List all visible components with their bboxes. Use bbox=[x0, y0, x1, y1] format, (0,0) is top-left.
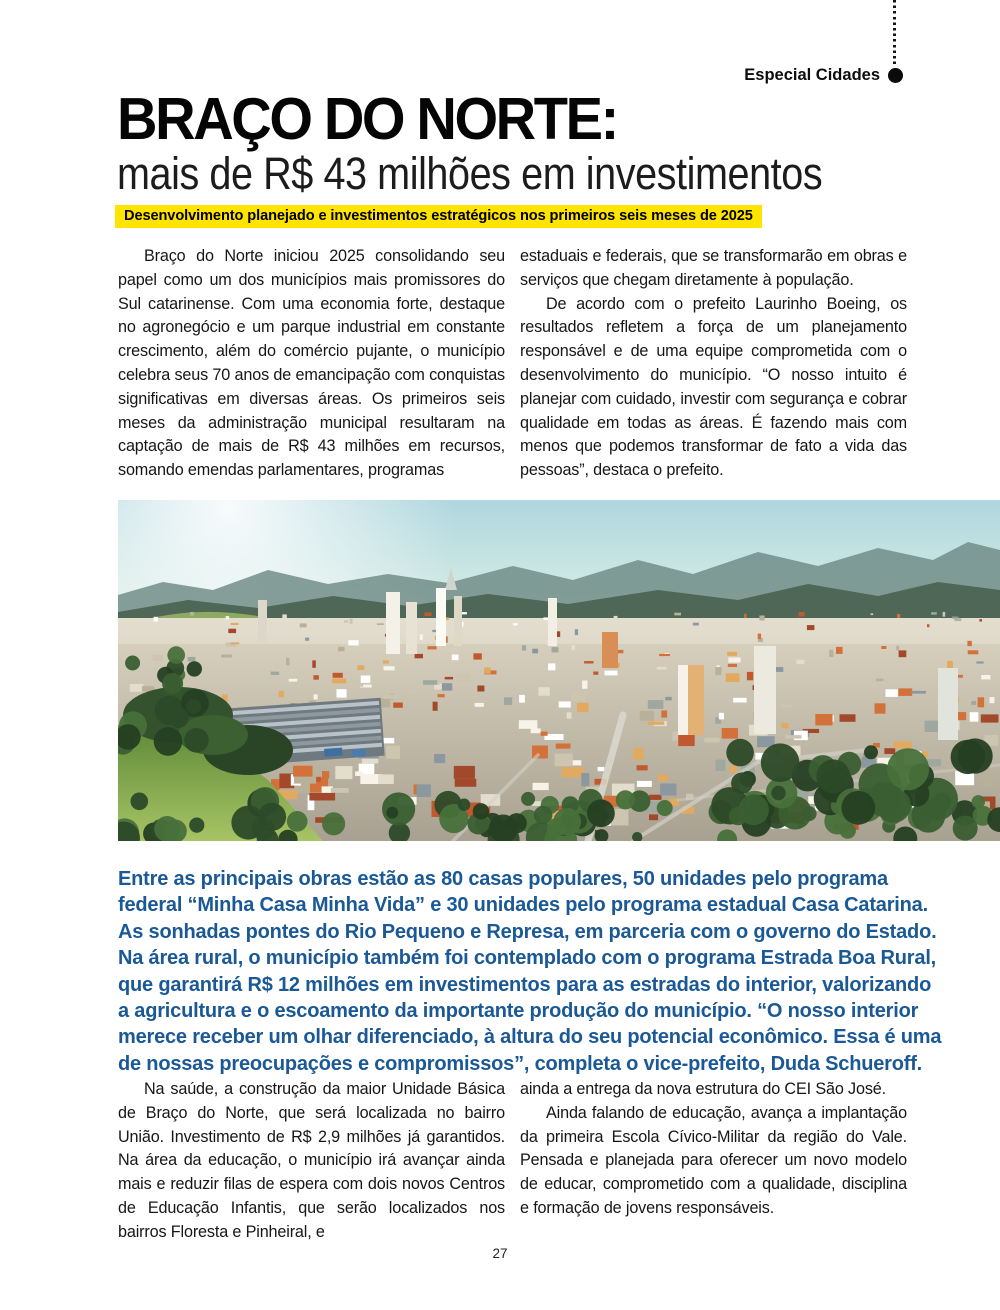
highlight-text: Desenvolvimento planejado e investimentos estratégicos nos primeiros seis meses de 2025 bbox=[124, 208, 753, 224]
highlight-paragraph: Entre as principais obras estão as 80 casas populares, 50 unidades pelo programa federal “Minha Casa Minha Vida” e 30 unidades pelo programa estadual Casa Catarina. As sonhadas pontes do Rio Pequeno e Represa, em parceria com o governo do Estado. Na área rural, o município também foi contemplado com o programa Estrada Boa Rural, que garantirá R$ 12 milhões em investimentos para as estradas do interior, valorizando a agricultura e o escoamento da importante produção do município. “O nosso interior merece receber um olhar diferenciado, à altura do seu potencial econômico. Essa é uma de nossas preocupações e compromissos”, completa o vice-prefeito, Duda Schueroff. bbox=[118, 868, 942, 1075]
column-left bbox=[118, 1078, 505, 1245]
aerial-city-illustration bbox=[118, 500, 1000, 841]
haze bbox=[118, 618, 1000, 644]
column-right bbox=[520, 245, 907, 483]
aerial-city-photo bbox=[118, 500, 1000, 841]
paragraph: Ainda falando de educação, avança a implantação da primeira Escola Cívico-Militar da região do Vale. Pensada e planejada para oferecer um novo modelo de educar, comprometido com a qualidade, disciplina e formação de jovens responsáveis. bbox=[520, 1103, 907, 1217]
paragraph: estaduais e federais, que se transformarão em obras e serviços que chegam diretamente à população. bbox=[520, 247, 907, 289]
column-left bbox=[118, 245, 505, 483]
paragraph: Na saúde, a construção da maior Unidade Básica de Braço do Norte, que será localizada no bairro União. Investimento de R$ 2,9 milhões já garantidos. Na área da educação, o município irá avançar ainda mais e reduzir filas de espera com dois novos Centros de Educação Infantis, que serão localizados nos bairros Floresta e Pinheiral, e bbox=[118, 1080, 505, 1241]
page-title: BRAÇO DO NORTE: bbox=[117, 86, 617, 152]
paragraph: Braço do Norte iniciou 2025 consolidando seu papel como um dos municípios mais promissores do Sul catarinense. Com uma economia forte, destaque no agronegócio e um parque industrial em constante crescimento, além do comércio pujante, o município celebra seus 70 anos de emancipação com conquistas significativas em diversas áreas. Os primeiros seis meses da administração municipal resultaram na captação de mais de R$ 43 milhões em recursos, somando emendas parlamentares, programas bbox=[118, 247, 505, 480]
page-subtitle: mais de R$ 43 milhões em investimentos bbox=[117, 148, 823, 199]
highlight-bar bbox=[115, 205, 762, 228]
paragraph: ainda a entrega da nova estrutura do CEI São José. bbox=[520, 1080, 886, 1098]
dotted-line-decoration bbox=[893, 0, 896, 64]
paragraph: De acordo com o prefeito Laurinho Boeing, os resultados refletem a força de um planejamento responsável e de uma equipe comprometida com o desenvolvimento do município. “O nosso intuito é planejar com cuidado, investir com segurança e cobrar qualidade em todas as áreas. É fazendo mais com menos que podemos transformar de fato a vida das pessoas”, destaca o prefeito. bbox=[520, 294, 907, 480]
article-columns-top bbox=[118, 245, 907, 483]
bullet-dot-icon bbox=[888, 68, 903, 83]
kicker-label: Especial Cidades bbox=[744, 66, 880, 84]
column-right bbox=[520, 1078, 907, 1245]
article-columns-bottom bbox=[118, 1078, 907, 1245]
section-kicker bbox=[744, 66, 903, 85]
page-number: 27 bbox=[492, 1246, 508, 1261]
